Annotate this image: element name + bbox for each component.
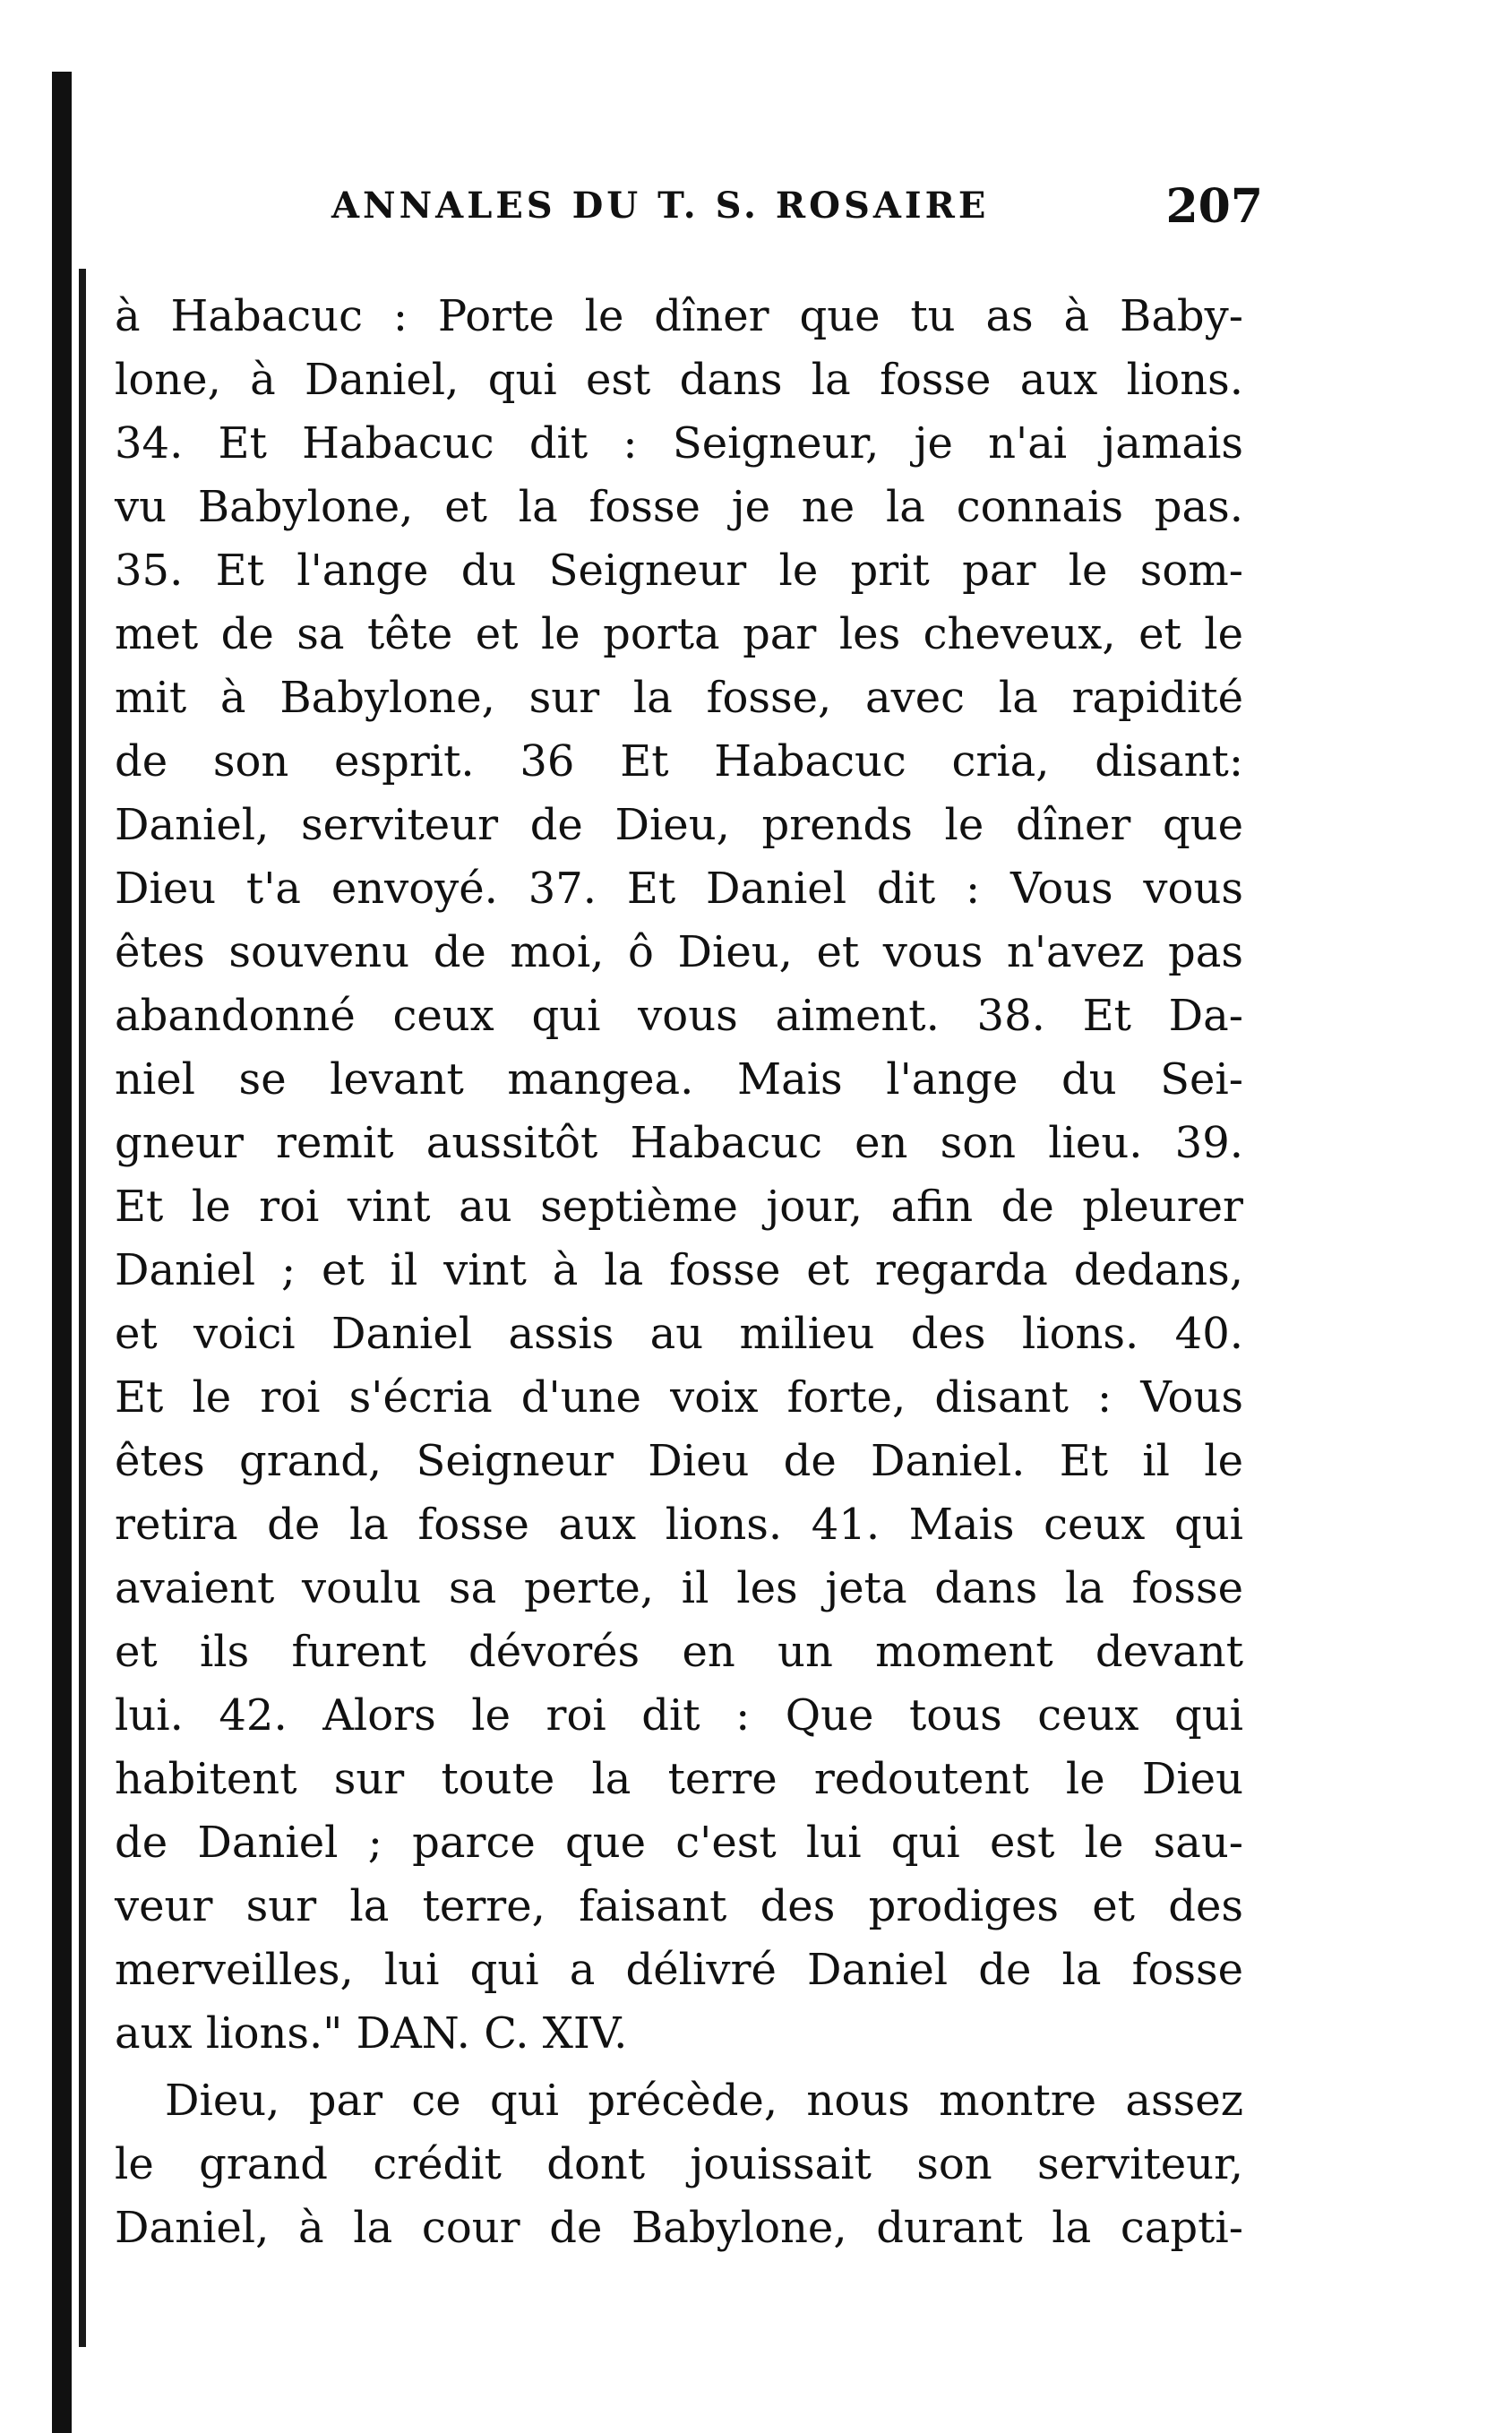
text-line: avaient voulu sa perte, il les jeta dans la fosse xyxy=(115,1563,1243,1613)
text-line: Dieu, par ce qui précède, nous montre assez xyxy=(165,2076,1243,2126)
text-line: Et le roi vint au septième jour, afin de pleurer xyxy=(115,1182,1243,1232)
text-line: êtes souvenu de moi, ô Dieu, et vous n'avez pas xyxy=(115,927,1243,977)
text-line: et voici Daniel assis au milieu des lions. 40. xyxy=(115,1309,1243,1359)
text-line: Daniel, serviteur de Dieu, prends le dîner que xyxy=(115,800,1243,850)
text-line: lone, à Daniel, qui est dans la fosse aux lions. xyxy=(115,355,1243,405)
text-line: vu Babylone, et la fosse je ne la connais pas. xyxy=(115,482,1243,532)
text-line: Et le roi s'écria d'une voix forte, disant : Vous xyxy=(115,1372,1243,1423)
text-line: de son esprit. 36 Et Habacuc cria, disant: xyxy=(115,736,1243,787)
text-line: veur sur la terre, faisant des prodiges et des xyxy=(115,1881,1243,1931)
text-line: êtes grand, Seigneur Dieu de Daniel. Et il le xyxy=(115,1436,1243,1486)
page-number: 207 xyxy=(1165,179,1263,234)
body-text xyxy=(115,285,1243,2260)
binding-edge xyxy=(52,72,72,2433)
page-header xyxy=(331,179,1263,242)
text-line: 35. Et l'ange du Seigneur le prit par le som- xyxy=(115,546,1243,596)
binding-shadow xyxy=(79,269,86,2347)
text-line: abandonné ceux qui vous aiment. 38. Et Da- xyxy=(115,991,1243,1041)
text-line: aux lions." DAN. C. XIV. xyxy=(115,2008,628,2059)
text-line: niel se levant mangea. Mais l'ange du Sei- xyxy=(115,1054,1243,1105)
text-line: à Habacuc : Porte le dîner que tu as à Baby- xyxy=(115,291,1243,341)
running-head: ANNALES DU T. S. ROSAIRE xyxy=(331,185,990,227)
paragraph-1 xyxy=(115,285,1243,2066)
text-line: merveilles, lui qui a délivré Daniel de la fosse xyxy=(115,1945,1243,1995)
text-line: gneur remit aussitôt Habacuc en son lieu. 39. xyxy=(115,1118,1243,1168)
paragraph-2 xyxy=(115,2069,1243,2260)
text-line: 34. Et Habacuc dit : Seigneur, je n'ai jamais xyxy=(115,418,1243,469)
text-line: habitent sur toute la terre redoutent le Dieu xyxy=(115,1754,1243,1804)
text-line: lui. 42. Alors le roi dit : Que tous ceux qui xyxy=(115,1690,1243,1741)
text-line: et ils furent dévorés en un moment devant xyxy=(115,1627,1243,1677)
text-line: Daniel, à la cour de Babylone, durant la capti- xyxy=(115,2203,1243,2253)
text-line: Dieu t'a envoyé. 37. Et Daniel dit : Vous vous xyxy=(115,864,1243,914)
text-line: Daniel ; et il vint à la fosse et regarda dedans, xyxy=(115,1245,1243,1295)
text-line: retira de la fosse aux lions. 41. Mais ceux qui xyxy=(115,1500,1243,1550)
text-line: met de sa tête et le porta par les cheveux, et le xyxy=(115,609,1243,659)
text-line: mit à Babylone, sur la fosse, avec la rapidité xyxy=(115,673,1243,723)
text-line: le grand crédit dont jouissait son serviteur, xyxy=(115,2139,1243,2189)
text-line: de Daniel ; parce que c'est lui qui est le sau- xyxy=(115,1818,1243,1868)
